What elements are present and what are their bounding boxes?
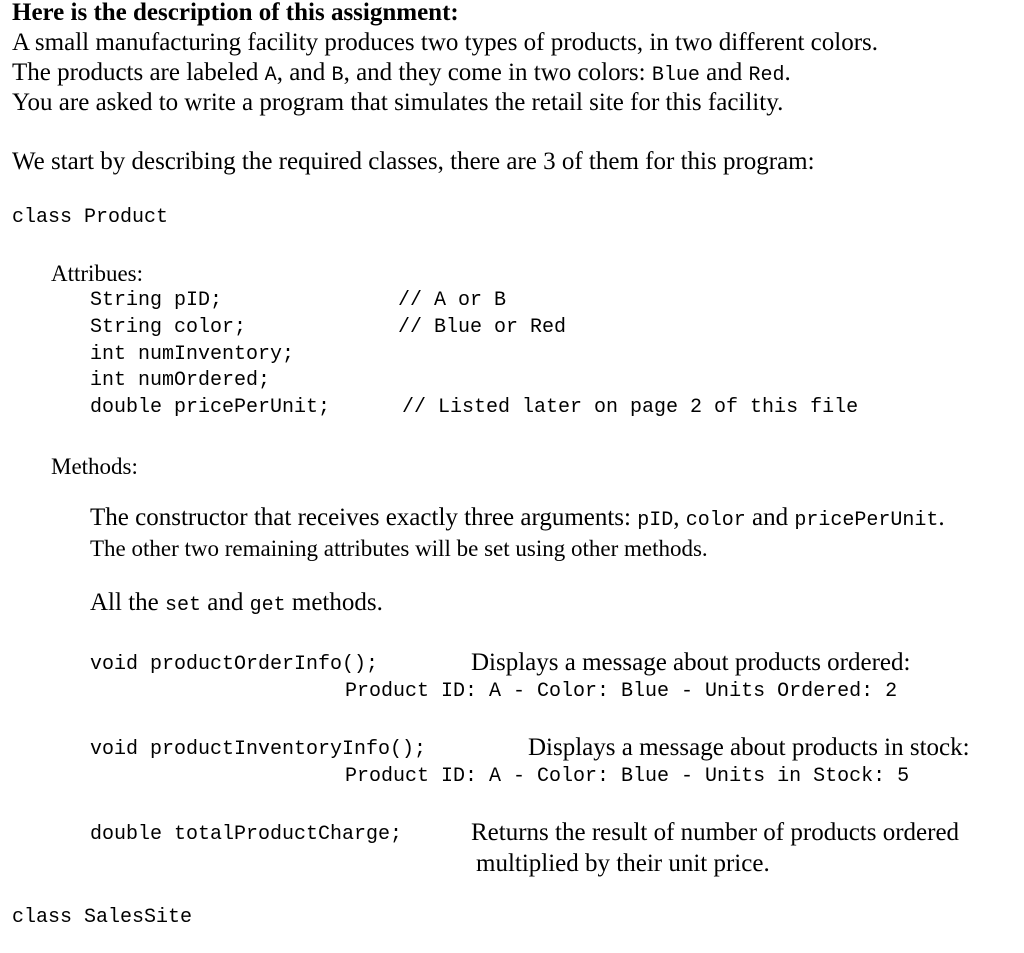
attribute-decl: String color;	[90, 316, 247, 339]
method-description: Returns the result of number of products ordered	[471, 819, 960, 846]
attribute-comment: // Blue or Red	[398, 316, 567, 339]
attributes-heading: Attribues:	[51, 261, 143, 286]
intro-text: , and	[276, 59, 332, 86]
attribute-decl: double pricePerUnit;	[90, 396, 331, 419]
class-product-title: class Product	[12, 206, 169, 229]
method-description-line-2: multiplied by their unit price.	[476, 850, 770, 877]
attribute-decl: int numOrdered;	[90, 369, 271, 392]
code-color: color	[685, 509, 746, 532]
code-pid: pID	[637, 509, 674, 532]
set-get-description	[90, 588, 383, 621]
method-signature: void productInventoryInfo();	[90, 738, 427, 761]
code-set: set	[165, 594, 202, 617]
method-signature: double totalProductCharge;	[90, 823, 403, 846]
intro-text: .	[784, 59, 791, 86]
intro-line-3: You are asked to write a program that simulates the retail site for this facility.	[12, 89, 784, 116]
page-title: Here is the description of this assignment:	[12, 0, 459, 26]
class-salessite-title: class SalesSite	[12, 906, 193, 929]
constructor-description	[90, 503, 945, 536]
code-b: B	[331, 64, 344, 87]
constructor-text: and	[745, 504, 795, 531]
set-get-text: methods.	[285, 589, 383, 616]
constructor-description-line-2: The other two remaining attributes will be set using other methods.	[90, 536, 708, 561]
code-a: A	[264, 64, 277, 87]
attribute-comment: // A or B	[398, 289, 507, 312]
code-get: get	[249, 594, 286, 617]
intro-line-4: We start by describing the required classes, there are 3 of them for this program:	[12, 148, 815, 175]
set-get-text: All the	[90, 589, 165, 616]
constructor-text: ,	[673, 504, 686, 531]
method-example-output: Product ID: A - Color: Blue - Units in Stock: 5	[345, 765, 910, 788]
code-price-per-unit: pricePerUnit	[794, 509, 939, 532]
code-blue: Blue	[651, 64, 700, 87]
method-example-output: Product ID: A - Color: Blue - Units Ordered: 2	[345, 680, 898, 703]
method-signature: void productOrderInfo();	[90, 653, 379, 676]
constructor-text: .	[938, 504, 945, 531]
methods-heading: Methods:	[51, 454, 138, 479]
constructor-text: The constructor that receives exactly three arguments:	[90, 504, 638, 531]
method-description: Displays a message about products ordered:	[471, 649, 911, 676]
intro-line-1: A small manufacturing facility produces two types of products, in two different colors.	[12, 29, 879, 56]
intro-line-2	[12, 58, 791, 91]
attribute-comment: // Listed later on page 2 of this file	[402, 396, 859, 419]
attribute-decl: int numInventory;	[90, 343, 295, 366]
method-description: Displays a message about products in stock:	[528, 734, 970, 761]
attribute-decl: String pID;	[90, 289, 223, 312]
set-get-text: and	[201, 589, 250, 616]
code-red: Red	[748, 64, 785, 87]
intro-text: , and they come in two colors:	[343, 59, 652, 86]
intro-text: The products are labeled	[12, 59, 265, 86]
intro-text: and	[699, 59, 749, 86]
